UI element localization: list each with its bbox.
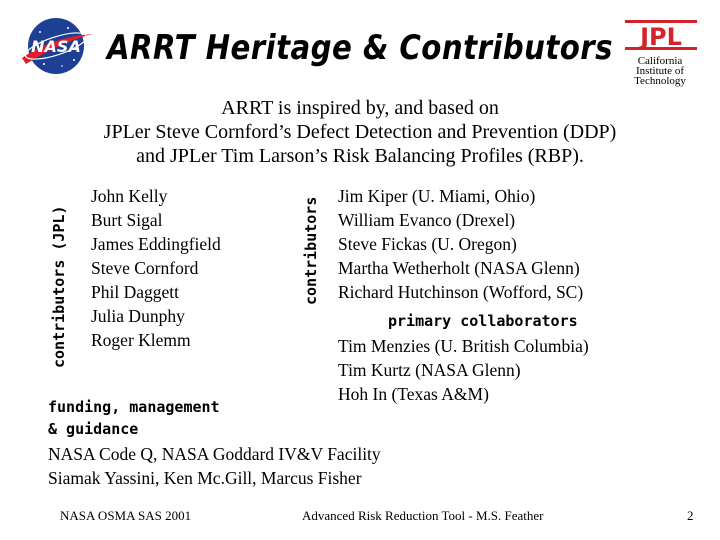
contributors-label: contributors [302, 196, 320, 305]
jpl-contributors-list [91, 184, 221, 352]
funding-list [48, 442, 381, 490]
list-item: Hoh In (Texas A&M) [338, 384, 489, 404]
list-item: Richard Hutchinson (Wofford, SC) [338, 282, 584, 302]
jpl-logo-icon [625, 20, 697, 50]
contributors-list [338, 184, 583, 304]
funding-label-line: funding, management [48, 398, 220, 416]
caltech-line: California [637, 55, 683, 67]
intro-line: and JPLer Tim Larson’s Risk Balancing Profiles (RBP). [136, 145, 584, 167]
list-item: William Evanco (Drexel) [338, 210, 516, 230]
jpl-logo-text: JPL [640, 23, 682, 50]
list-item: Siamak Yassini, Ken Mc.Gill, Marcus Fisher [48, 468, 362, 488]
list-item: Jim Kiper (U. Miami, Ohio) [338, 186, 536, 206]
list-item: Tim Kurtz (NASA Glenn) [338, 360, 521, 380]
caltech-line: Institute of [636, 65, 684, 77]
footer-conference: NASA OSMA SAS 2001 [60, 508, 192, 523]
primary-collaborators-label: primary collaborators [388, 312, 578, 330]
list-item: Martha Wetherholt (NASA Glenn) [338, 258, 580, 278]
footer-title: Advanced Risk Reduction Tool - M.S. Feather [302, 508, 544, 523]
funding-label-line: & guidance [48, 420, 139, 438]
page-number: 2 [687, 508, 694, 523]
list-item: Burt Sigal [91, 210, 163, 230]
caltech-label [618, 56, 702, 86]
intro-text [0, 96, 720, 168]
page-title: ARRT Heritage & Contributors [106, 28, 614, 68]
nasa-logo-text: NASA [31, 37, 81, 56]
jpl-contributors-label: contributors (JPL) [50, 205, 68, 368]
list-item: Steve Fickas (U. Oregon) [338, 234, 517, 254]
list-item: NASA Code Q, NASA Goddard IV&V Facility [48, 444, 381, 464]
list-item: Tim Menzies (U. British Columbia) [338, 336, 589, 356]
list-item: John Kelly [91, 186, 168, 206]
list-item: Steve Cornford [91, 258, 199, 278]
intro-line: JPLer Steve Cornford’s Defect Detection and Prevention (DDP) [103, 121, 617, 143]
list-item: Julia Dunphy [91, 306, 185, 326]
funding-label [48, 396, 220, 440]
list-item: James Eddingfield [91, 234, 221, 254]
list-item: Roger Klemm [91, 330, 191, 350]
caltech-line: Technology [634, 75, 686, 87]
list-item: Phil Daggett [91, 282, 179, 302]
intro-line: ARRT is inspired by, and based on [221, 97, 499, 119]
primary-collaborators-list [338, 334, 589, 406]
